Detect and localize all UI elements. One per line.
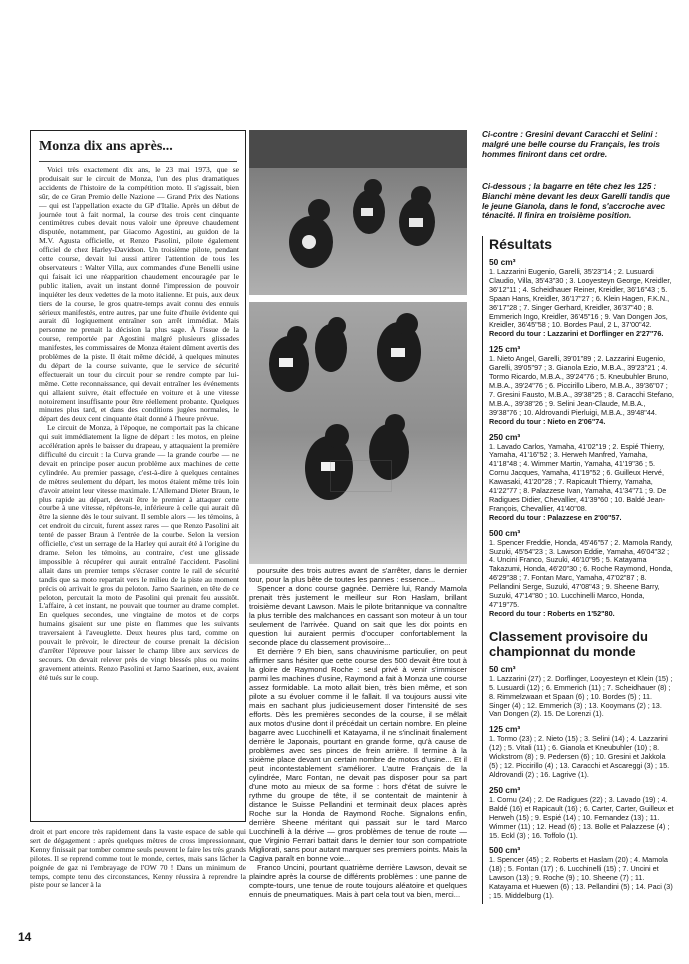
standings-class-label: 50 cm³	[489, 663, 516, 674]
article-paragraph: Spencer a donc course gagnée. Derrière lui, Randy Mamola prenait très justement le meilleur sur Ron Haslam, brillant troisième devant Lawson. Mais le pilote britannique va connaître la plus terrible des malchances en cassant son moteur à un tour seulement de l'arrivée. Quand on sait que les dix points en question lui auraient permis d'occuper confortablement la seconde place du classement provisoire...	[249, 584, 467, 647]
results-class-label: 125 cm³	[489, 344, 521, 355]
motorcycle-race-illustration	[249, 302, 467, 564]
standings-class-text: 1. Spencer (45) ; 2. Roberts et Haslam (20) ; 4. Mamola (18) ; 5. Fontan (17) ; 6. Lucchinelli (15) ; 7. Uncini et Lawson (13) ; 9. Roche (9) ; 10. Sheene (7) ; 11. Katayama et Huewen (6) ; 13. Pellandini (5) ; 14. Paci (3) ; 15. Middelburg (1).	[489, 855, 673, 901]
sidebar-divider	[39, 161, 237, 162]
article-paragraph: Et derrière ? Eh bien, sans chauvinisme particulier, on peut affirmer sans hésiter que cette course des 500 devait être tout à la gloire de Raymond Roche : seul privé à venir s'immiscer parmi les machines d'usine, Raymond a fait à Monza une course assez formidable. La moto allait bien, très bien même, et son pilote a su évoluer comme il le fallait. Il va toujours aussi vite mais en sachant plus judicieusement doser l'intensité de ses efforts. Dès les premières secondes de la course, il se mêlait aux motos d'usine dont il précédait un certain nombre. En pleine bagarre avec Lucchinelli et Katayama, il ne s'inclinait finalement derrière le Japonais, pourtant en grande forme, qu'à cause de problèmes avec ses pinces de frein arrière. Il termine à la sixième place devant un certain nombre de motos d'usine... Et il peut incontestablement s'améliorer. L'autre Français de la cylindrée, Marc Fontan, ne devait pas disposer pour sa part d'une moto au mieux de sa forme : hors d'état de suivre le rythme du groupe de tête, il se contentait de maintenir à distance le Suisse Pellandini et terminait deux places après Roche sur la Honda de Raymond Roche. Signalons enfin, derrière Sheene méritant qui passait sur le tard Marco Lucchinelli à la dérive — gros problèmes de tenue de route — que Virginio Ferrari battait dans le dernier tour son compatriote Migliorati, sans pour autant marquer ses premiers points. Mais la Cagiva paraît en bonne voie...	[249, 647, 467, 863]
results-class-text: 1. Spencer Freddie, Honda, 45'46"57 ; 2. Mamola Randy, Suzuki, 45'54"23 ; 3. Lawson Eddie, Yamaha, 46'04"32 ; 4. Uncini Franco, Suzuki, 46'10"95 ; 5. Katayama Takazumi, Honda, 46'20"30 ; 6. Roche Raymond, Honda, 46'29"38 ; 7. Fontan Marc, Yamaha, 47'02"87 ; 8. Pellandini Serge, Suzuki, 47'08"43 ; 9. Sheene Barry, Suzuki, 47'14"80 ; 10. Lucchinelli Marco, Honda, 47'19"75.	[489, 537, 673, 609]
results-lap-record: Record du tour : Lazzarini et Dorflinger en 2'27"76.	[489, 329, 664, 339]
motorcycle-race-illustration	[249, 130, 467, 295]
photo-caption-bottom: Ci-dessous ; la bagarre en tête chez les 125 : Bianchi mène devant les deux Garelli tandis que le jeune Gianola, dans le fond, s'accroche avec ténacité. Il finira en troisième position.	[482, 182, 670, 221]
results-class-label: 500 cm³	[489, 527, 521, 538]
standings-class-label: 125 cm³	[489, 724, 521, 735]
results-class-text: 1. Lazzarini Eugenio, Garelli, 35'23"14 ; 2. Lusuardi Claudio, Villa, 35'43"30 ; 3. Looyesteyn George, Kreidler, 36'12"11 ; 4. Scheidhauer Reiner, Kreidler, 36'16"43 ; 5. Spaan Hans, Kreidler, 36'17"27 ; 6. Klein Hagen, F.K.N., 36'17"28 ; 7. Singer Gerhard, Kreidler, 36'37"40 ; 8. Emmerich Ingo, Kreidler, 36'45"16 ; 9. Van Dongen Jos, Kreidler, 36'45"58 ; 10. Bordes Paul, 2 L, 37'00"42.	[489, 267, 672, 330]
race-photo-bottom	[249, 302, 467, 564]
race-photo-top	[249, 130, 467, 295]
results-panel	[482, 236, 674, 904]
standings-title: Classement provisoire du championnat du monde	[489, 628, 648, 659]
results-lap-record: Record du tour : Roberts en 1'52"80.	[489, 608, 615, 618]
standings-class-label: 250 cm³	[489, 784, 521, 795]
sidebar-text	[39, 166, 239, 683]
results-class-text: 1. Lavado Carlos, Yamaha, 41'02"19 ; 2. Espié Thierry, Yamaha, 41'16"52 ; 3. Herweh Manfred, Yamaha, 41'18"48 ; 4. Wimmer Martin, Yamaha, 41'19"36 ; 5. Cornu Jacques, Yamaha, 41'19"52 ; 6. Guilleux Hervé, Kawasaki, 41'20"28 ; 7. Rapicault Thierry, Yamaha, 41'22"77 ; 8. Palazzese Ivan, Yamaha, 41'34"71 ; 9. De Radigues Didier, Chevallier, 41'39"60 ; 10. Baldé Jean-François, Chevallier, 41'40"08.	[489, 441, 667, 513]
article-column-left: droit et part encore très rapidement dans la vaste espace de sable qui sert de dégagement : après quelques mètres de cross impressionnant, Kenny finissait par tomber comme seuls peuvent le faire les très grands pilotes. Il se reprend comme tout le monde, certes, mais sans lâcher la poignée de gaz ni l'embrayage de l'OW 70 ! Dans un minimum de temps, compte tenu des circonstances, Kenny réussira à reprendre la piste pour se lancer à la	[30, 827, 246, 890]
page-number: 14	[18, 930, 32, 944]
article-column-middle	[249, 566, 467, 899]
sidebar-title: Monza dix ans après...	[39, 139, 173, 154]
standings-class-text: 1. Cornu (24) ; 2. De Radigues (22) ; 3. Lavado (19) ; 4. Baldé (16) et Rapicault (16) ; 6. Carter, Carter, Guilleux et Herweh (15) ; 9. Espié (14) ; 10. Fernandez (13) ; 11. Wimmer (11) ; 12. Head (6) ; 13. Bolle et Palazzese (4) ; 15. Eckl (3) ; 16. Toffolo (1).	[489, 794, 674, 840]
photo-caption-top: Ci-contre : Gresini devant Caracchi et Selini : malgré une belle course du Français, les trois hommes finiront dans cet ordre.	[482, 130, 660, 159]
sidebar-paragraph: Voici très exactement dix ans, le 23 mai 1973, que se produisait sur le circuit de Monza, l'un des plus dramatiques accidents de l'histoire de la compétition moto. Il s'agissait, bien sûr, de ce Gran Premio delle Nazione — Grand Prix des Nations — qui est l'appellation exacte du GP d'Italie. Après un début de journée tout à fait normal, la course des trois cent cinquante centimètres cubes devait nous valoir une épreuve chaudement disputée, notamment, par Giacomo Agostini, au guidon de la M.V. Agusta officielle, et Renzo Pasolini, pilote également officiel de chez Harley-Davidson. Un troisième pilote, pendant cette course, devait lui aussi attirer l'attention de tous les observateurs : Walter Villa, aux commandes d'une Benelli usine qui faisait ici une réapparition chaudement encouragée par le public italien, avait un instant donné l'impression de pouvoir inquiéter les deux vedettes de la moto italienne. Et puis, aux deux tiers de la course, le gros quatre-temps avait connu des ennuis sérieux manifestés, entre autres, par une fuite d'huile évidente qui aurait dû logiquement entraîner son arrêt immédiat. Mais personne ne prenait la décision la plus sage. À l'issue de la course, remportée par Agostini malgré plusieurs glissades manifestes, les commissaires de Monza étaient dûment avertis des problèmes de la piste. Il était même décidé, à quelques minutes du départ de la course suivante, que le service de sécurité effectuerait un tour du circuit pour se rendre compte par lui-même. Cette reconnaissance, qui devait entraîner les événements qui allaient suivre, était effectuée en voiture et à une vitesse notoirement insuffisante pour être réellement probante. Quelques minutes plus tard, et dans des conditions jugées normales, le départ des deux cent cinquante était donné à l'heure prévue.	[39, 165, 239, 424]
article-paragraph: poursuite des trois autres avant de s'arrêter, dans le dernier tour, pour la plus bête de toutes les pannes : essence...	[249, 566, 467, 584]
results-lap-record: Record du tour : Palazzese en 2'00"57.	[489, 512, 622, 522]
sidebar-box	[30, 130, 246, 822]
watermark	[330, 460, 392, 492]
standings-class-label: 500 cm³	[489, 845, 521, 856]
article-paragraph: Franco Uncini, pourtant quatrième derrière Lawson, devait se plaindre après la course de différents problèmes : une panne de compte-tours, une tenue de route toujours aléatoire et quelques ennuis de pneumatiques. Mais à part cela tout va bien, merci...	[249, 863, 467, 899]
standings-class-text: 1. Lazzarini (27) ; 2. Dorflinger, Looyesteyn et Klein (15) ; 5. Lusuardi (12) ; 6. Emmerich (11) ; 7. Scheidhauer (8) ; 8. Rimmelzwaan et Spaan (6) ; 10. Bordes (5) ; 11. Singer (4) ; 12. Emmerich (3) ; 13. Kooymans (2) ; 13. Van Dongen (2). 15. De Lorenzi (1).	[489, 673, 673, 719]
results-lap-record: Record du tour : Nieto en 2'06"74.	[489, 416, 606, 426]
standings-class-text: 1. Tormo (23) ; 2. Nieto (15) ; 3. Selini (14) ; 4. Lazzarini (12) ; 5. Vitali (11) ; 6. Gianola et Kneubuhler (10) ; 8. Wickstrom (8) ; 9. Pedersen (6) ; 10. Gresini et Jakkola (5) ; 12. Piccirillo (4) ; 13. Caracchi et Ascareggi (3) ; 15. Aldrovandi (2) ; 16. Lagrive (1).	[489, 734, 670, 779]
results-class-text: 1. Nieto Angel, Garelli, 39'01"89 ; 2. Lazzarini Eugenio, Garelli, 39'05"97 ; 3. Gianola Ezio, M.B.A., 39'23"21 ; 4. Tormo Ricardo, M.B.A., 39'24"76 ; 5. Kneubuhler Bruno, M.B.A., 39'24"76 ; 6. Piccirillo Libero, M.B.A., 39'36"07 ; 7. Gresini Fausto, M.B.A., 39'38"25 ; 8. Caracchi Stefano, M.B.A., 39'38"26 ; 9. Selini Jean-Claude, M.B.A., 39'38"76 ; 10. Aldrovandi Pierluigi, M.B.A., 39'48"44.	[489, 354, 674, 417]
results-title: Résultats	[489, 236, 553, 252]
results-class-label: 50 cm³	[489, 257, 516, 267]
results-class-label: 250 cm³	[489, 431, 521, 442]
sidebar-paragraph: Le circuit de Monza, à l'époque, ne comportait pas la chicane qui suit immédiatement la ligne de départ : les motos, en pleine accélération après le baisser du drapeau, y attaquaient la première difficulté du circuit : la Curva grande — la grande courbe — ne devait en principe poser aucun problème aux machines de cette cylindrée. Au premier passage, c'est-à-dire à quelques centaines de mètres seulement du départ, les motos étaient même très loin d'avoir atteint leur vitesse maximale. L'Allemand Dieter Braun, le plus rapide au départ, devait être le premier à attaquer cette courbe à une vitesse, répétons-le, inférieure à celle qui aurait dû être la sienne dès le tour suivant. Il semble alors — les témoins, à cet endroit du circuit, furent assez rares — que Renzo Pasolini ait tenté de passer Braun à l'entrée de la courbe. Selon la version officielle, c'est un serrage de la Harley qui aurait été à l'origine du drame. Selon les témoins, au contraire, c'est une glissade impossible à récupérer qui aurait entraîné l'accident. Pasolini allait dans un premier temps s'écraser contre le rail de sécurité tandis que sa moto repartait vers le milieu de la piste au moment précis où arrivait le gros du peloton. Jarno Saarinen, en tête de ce peloton, percutait la moto de Pasolini qui prenait feu aussitôt. L'affaire, à cet instant, ne pouvait que tourner au drame complet. En quelques secondes, une vingtaine de motos et de corps humains gisaient sur une piste en flammes que les suivants traversaient à l'aveuglette. Deux heures plus tard, comme on pouvait le prévoir, le directeur de course prenait la décision d'arrêter l'épreuve pour laisser le champ libre aux services de secours. On devait relever près de vingt blessés plus ou moins gravement atteints. Renzo Pasolini et Jarno Saarinen, eux, avaient été tués sur le coup.	[39, 423, 239, 682]
